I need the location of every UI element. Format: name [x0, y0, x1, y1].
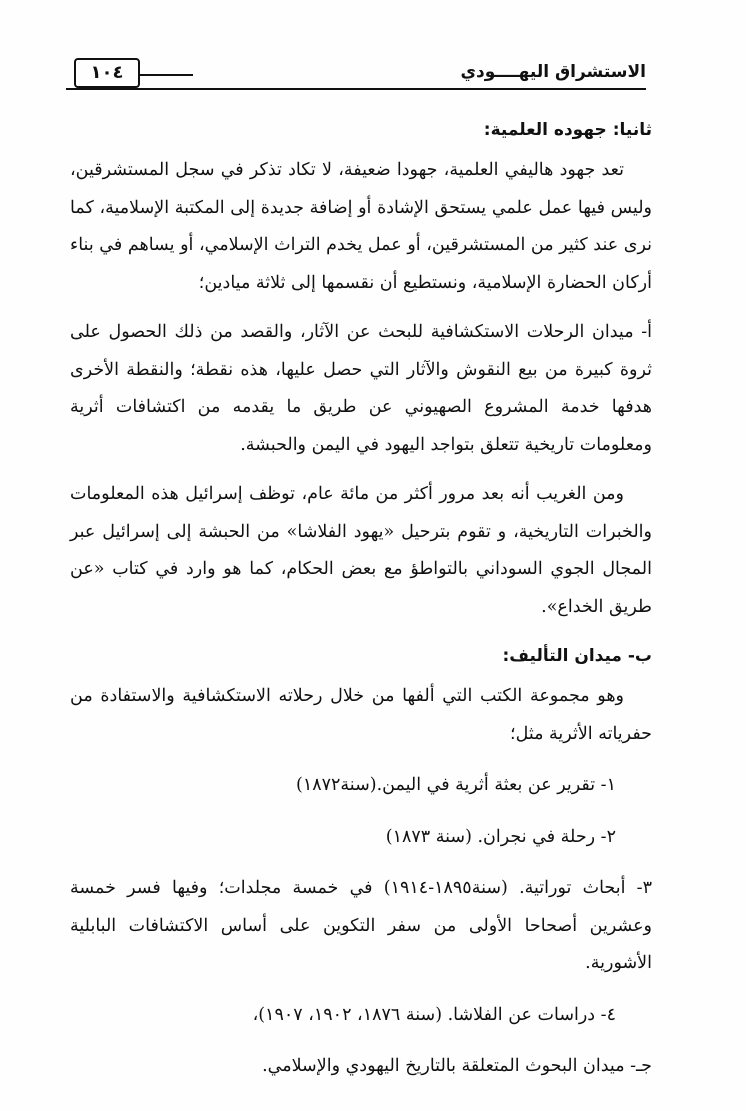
book-item-3: ٣- أبحاث توراتية. (سنة١٨٩٥-١٩١٤) في خمسة مجلدات؛ وفيها فسر خمسة وعشرين أصحاحا الأولى من سفر التكوين على أساس الاكتشافات البابلية الأشورية. — [70, 878, 652, 973]
header-rule — [66, 88, 646, 90]
body-text — [70, 112, 652, 1086]
field-c-paragraph: جـ- ميدان البحوث المتعلقة بالتاريخ اليهودي والإسلامي. — [262, 1056, 652, 1076]
intro-paragraph: تعد جهود هاليفي العلمية، جهودا ضعيفة، لا تكاد تذكر في سجل المستشرقين، وليس فيها عمل علمي يستحق الإشادة أو إضافة جديدة إلى المكتبة الإسلامية، كما نرى عند كثير من المستشرقين، أو عمل يخدم التراث الإسلامي، أو يساهم في بناء أركان الحضارة الإسلامية، ونستطيع أن نقسمها إلى ثلاثة ميادين؛ — [70, 160, 652, 293]
book-item-2: ٢- رحلة في نجران. (سنة ١٨٧٣) — [385, 826, 616, 847]
authorship-paragraph: وهو مجموعة الكتب التي ألفها من خلال رحلاته الاستكشافية والاستفادة من حفرياته الأثرية مثل؛ — [70, 686, 652, 744]
book-item-4: ٤- دراسات عن الفلاشا. (سنة ١٨٧٦، ١٩٠٢، ١٩٠٧)، — [252, 1004, 616, 1025]
section-heading-scientific-efforts: ثانيا: جهوده العلمية: — [483, 120, 652, 140]
section-heading-authorship: ب- ميدان التأليف: — [502, 646, 652, 666]
field-a-paragraph: أ- ميدان الرحلات الاستكشافية للبحث عن الآثار، والقصد من ذلك الحصول على ثروة كبيرة من بيع النقوش والآثار التي حصل عليها، هذه نقطة؛ والنقطة الأخرى هدفها خدمة المشروع الصهيوني عن طريق ما يقدمه من اكتشافات أثرية ومعلومات تاريخية تتعلق بتواجد اليهود في اليمن والحبشة. — [70, 322, 652, 455]
header-rule-short — [138, 74, 193, 76]
running-header — [66, 58, 646, 98]
header-title: الاستشراق اليهــــودي — [460, 62, 646, 82]
page-number: ١٠٤ — [74, 58, 140, 88]
book-item-1: ١- تقرير عن بعثة أثرية في اليمن.(سنة١٨٧٢) — [295, 775, 616, 795]
strange-paragraph: ومن الغريب أنه بعد مرور أكثر من مائة عام، توظف إسرائيل هذه المعلومات والخبرات التاريخية، و تقوم بترحيل «يهود الفلاشا» من الحبشة إلى إسرائيل عبر المجال الجوي السوداني بالتواطؤ مع بعض الحكام، كما هو وارد في كتاب «عن طريق الخداع». — [70, 484, 652, 617]
